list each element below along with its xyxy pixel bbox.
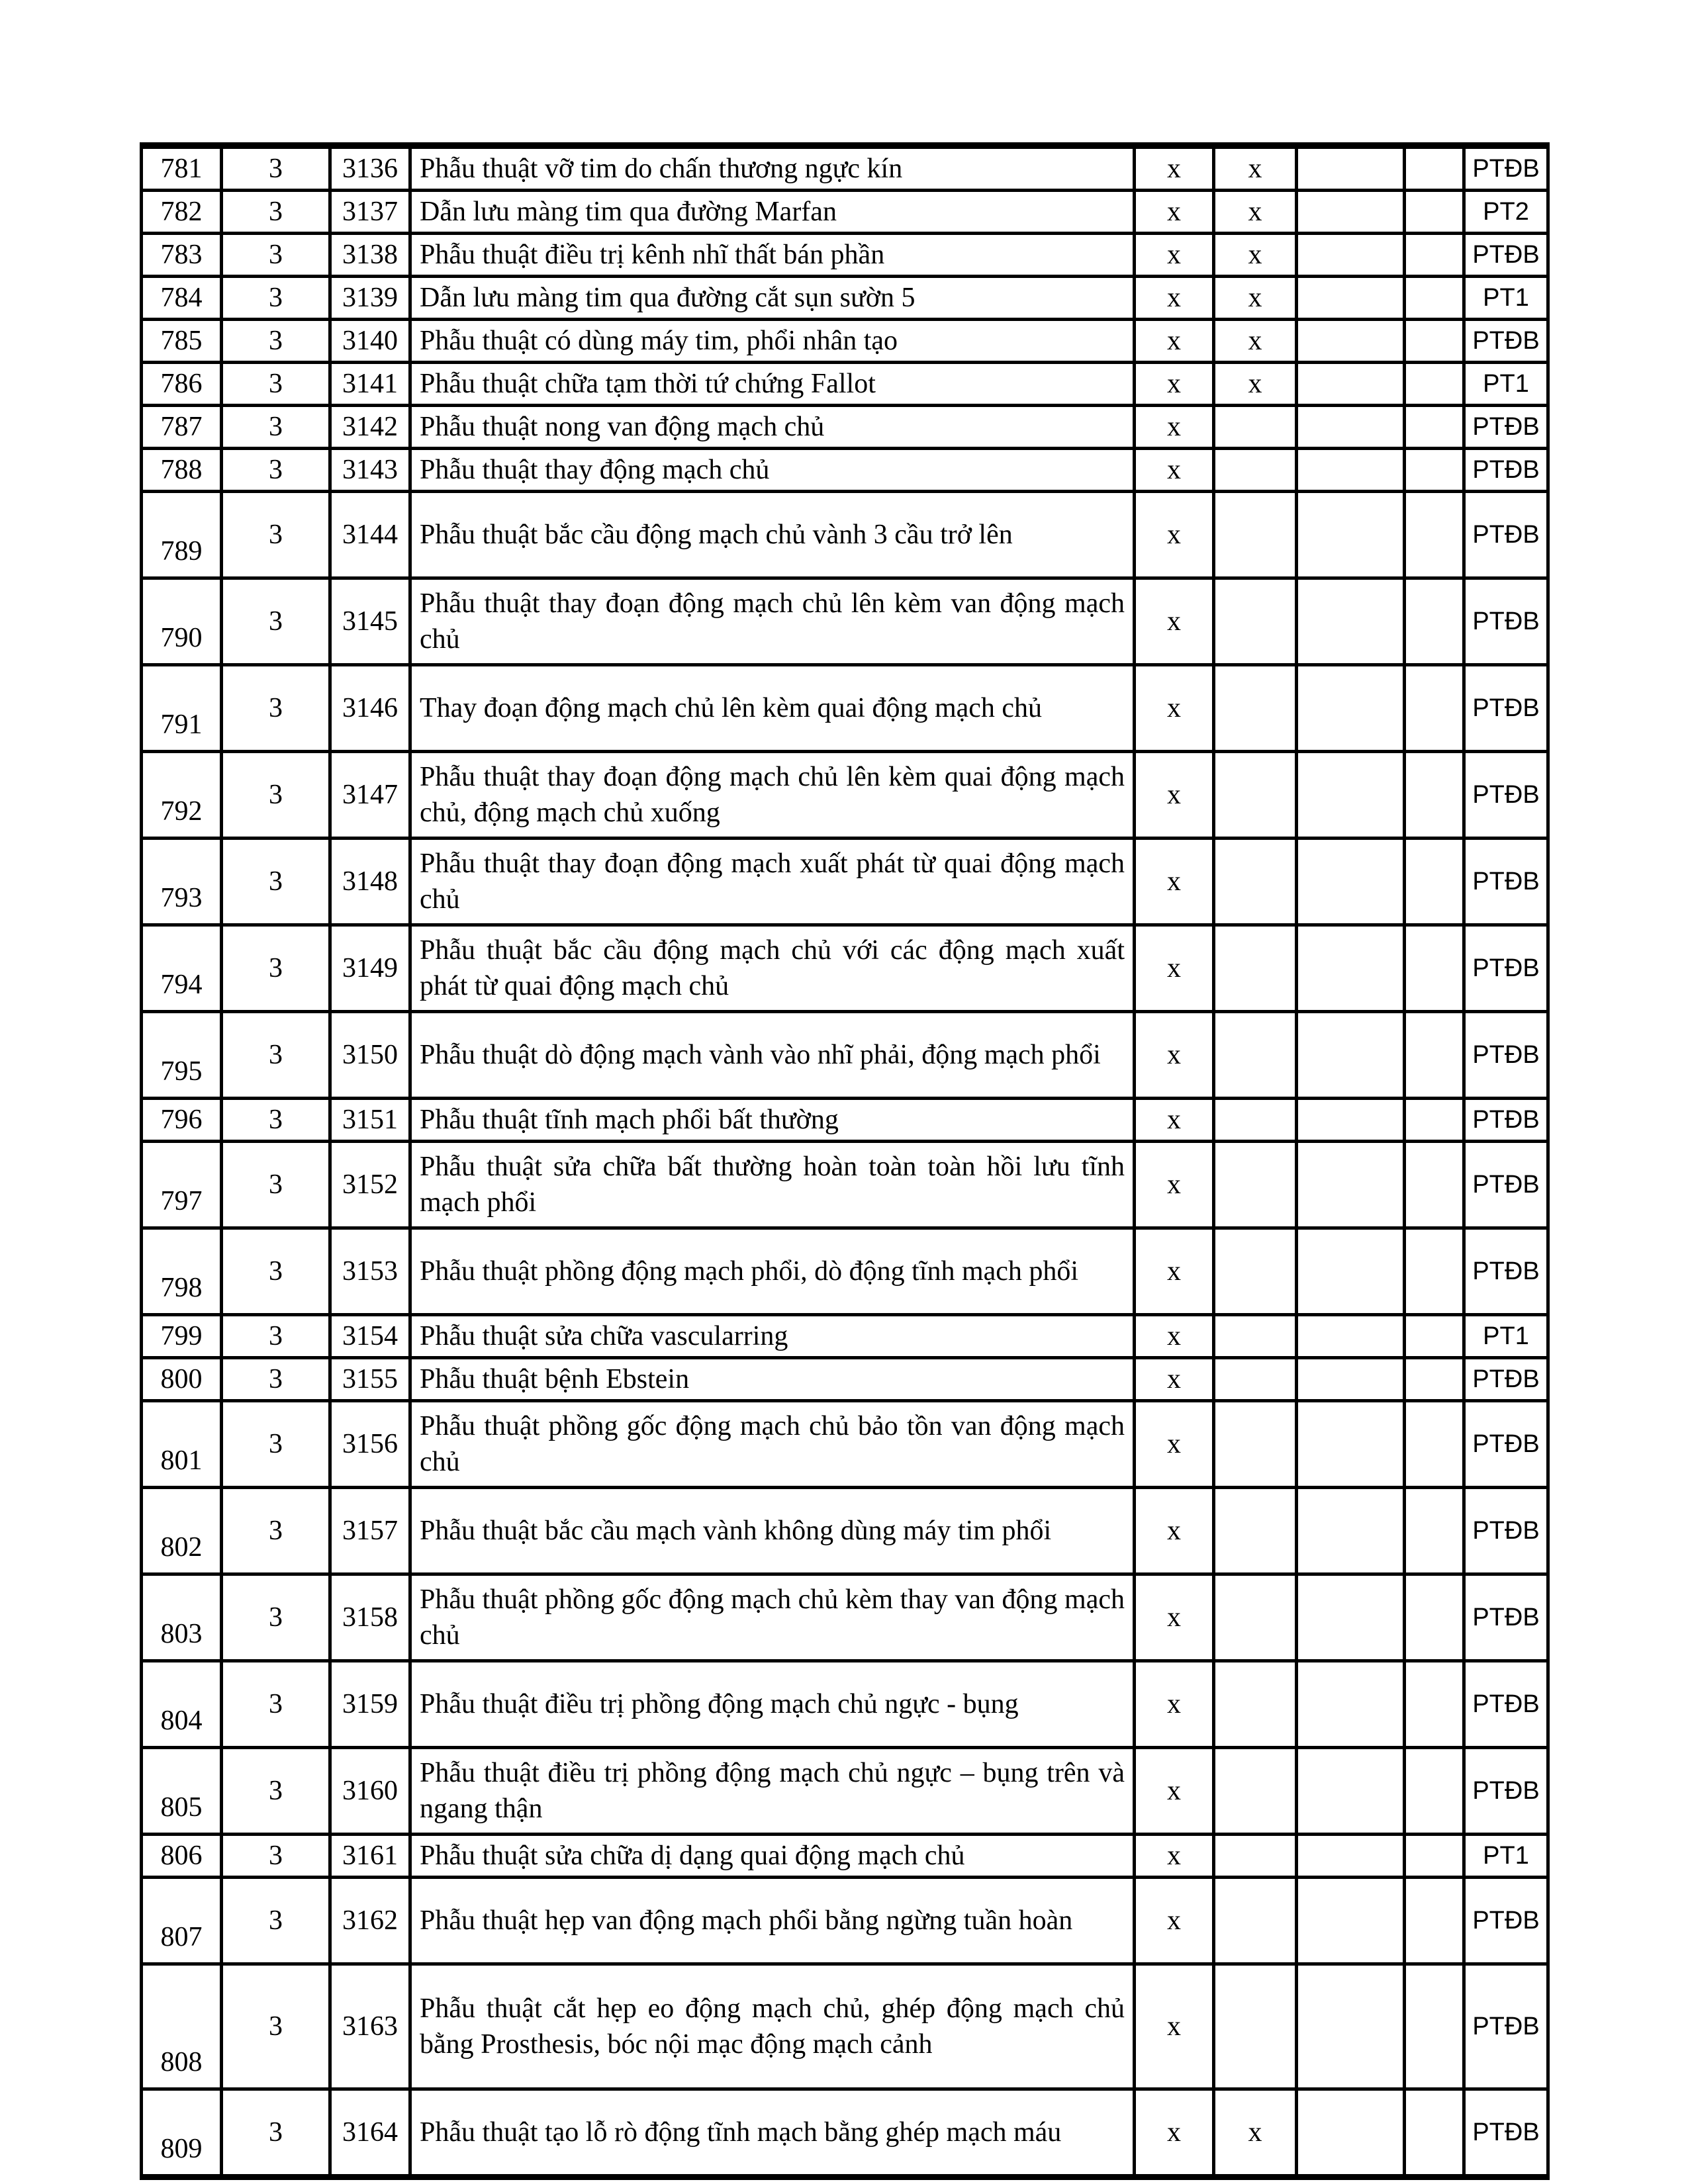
mark-col-b-cell xyxy=(1214,1574,1297,1661)
mark-col-a-cell: x xyxy=(1135,406,1214,449)
mark-col-a-cell: x xyxy=(1135,1488,1214,1574)
grade-cell: 3 xyxy=(222,1401,330,1488)
row-number-cell: 799 xyxy=(142,1315,222,1358)
procedure-name-cell: Phẫu thuật thay đoạn động mạch chủ lên kèm quai động mạch chủ, động mạch chủ xuống xyxy=(410,752,1135,839)
mark-col-a-cell: x xyxy=(1135,191,1214,234)
procedure-code-cell: 3145 xyxy=(330,578,410,665)
classification-cell: PTĐB xyxy=(1464,492,1548,578)
procedure-name-cell: Phẫu thuật bắc cầu động mạch chủ với các động mạch xuất phát từ quai động mạch chủ xyxy=(410,925,1135,1012)
procedure-classification-table xyxy=(140,142,1550,2180)
procedure-code-cell: 3156 xyxy=(330,1401,410,1488)
row-number-cell: 795 xyxy=(142,1012,222,1099)
mark-col-b-cell xyxy=(1214,449,1297,492)
table-row xyxy=(142,1228,1548,1315)
procedure-code-cell: 3150 xyxy=(330,1012,410,1099)
empty-col-a-cell xyxy=(1297,406,1405,449)
empty-col-a-cell xyxy=(1297,752,1405,839)
empty-col-b-cell xyxy=(1405,1661,1464,1748)
procedure-name-cell: Phẫu thuật thay đoạn động mạch chủ lên kèm van động mạch chủ xyxy=(410,578,1135,665)
empty-col-a-cell xyxy=(1297,1099,1405,1142)
classification-cell: PTĐB xyxy=(1464,1964,1548,2089)
procedure-name-cell: Phẫu thuật điều trị kênh nhĩ thất bán phần xyxy=(410,234,1135,277)
mark-col-a-cell: x xyxy=(1135,277,1214,320)
classification-cell: PTĐB xyxy=(1464,1228,1548,1315)
procedure-name-cell: Phẫu thuật sửa chữa vascularring xyxy=(410,1315,1135,1358)
table-row xyxy=(142,1012,1548,1099)
mark-col-b-cell xyxy=(1214,1488,1297,1574)
mark-col-b-cell: x xyxy=(1214,234,1297,277)
empty-col-a-cell xyxy=(1297,492,1405,578)
procedure-name-cell: Phẫu thuật nong van động mạch chủ xyxy=(410,406,1135,449)
classification-cell: PTĐB xyxy=(1464,752,1548,839)
table-row xyxy=(142,320,1548,363)
procedure-code-cell: 3143 xyxy=(330,449,410,492)
empty-col-b-cell xyxy=(1405,406,1464,449)
table-row xyxy=(142,449,1548,492)
procedure-name-cell: Phẫu thuật tạo lỗ rò động tĩnh mạch bằng ghép mạch máu xyxy=(410,2089,1135,2177)
empty-col-a-cell xyxy=(1297,1748,1405,1835)
mark-col-a-cell: x xyxy=(1135,2089,1214,2177)
mark-col-a-cell: x xyxy=(1135,1228,1214,1315)
classification-cell: PTĐB xyxy=(1464,449,1548,492)
empty-col-b-cell xyxy=(1405,363,1464,406)
empty-col-b-cell xyxy=(1405,1315,1464,1358)
procedure-name-cell: Phẫu thuật dò động mạch vành vào nhĩ phải, động mạch phổi xyxy=(410,1012,1135,1099)
procedure-name-cell: Dẫn lưu màng tim qua đường cắt sụn sườn 5 xyxy=(410,277,1135,320)
procedure-code-cell: 3141 xyxy=(330,363,410,406)
grade-cell: 3 xyxy=(222,320,330,363)
row-number-cell: 781 xyxy=(142,146,222,191)
table-row xyxy=(142,752,1548,839)
mark-col-b-cell xyxy=(1214,1964,1297,2089)
mark-col-b-cell xyxy=(1214,665,1297,752)
procedure-code-cell: 3138 xyxy=(330,234,410,277)
procedure-name-cell: Phẫu thuật phồng gốc động mạch chủ kèm thay van động mạch chủ xyxy=(410,1574,1135,1661)
empty-col-b-cell xyxy=(1405,1099,1464,1142)
classification-cell: PTĐB xyxy=(1464,839,1548,925)
empty-col-b-cell xyxy=(1405,146,1464,191)
table-row xyxy=(142,234,1548,277)
classification-cell: PTĐB xyxy=(1464,320,1548,363)
classification-cell: PTĐB xyxy=(1464,925,1548,1012)
procedure-name-cell: Phẫu thuật bệnh Ebstein xyxy=(410,1358,1135,1401)
mark-col-b-cell xyxy=(1214,1835,1297,1878)
row-number-cell: 797 xyxy=(142,1142,222,1228)
empty-col-a-cell xyxy=(1297,1661,1405,1748)
mark-col-a-cell: x xyxy=(1135,665,1214,752)
mark-col-b-cell: x xyxy=(1214,191,1297,234)
row-number-cell: 807 xyxy=(142,1878,222,1964)
empty-col-a-cell xyxy=(1297,665,1405,752)
empty-col-b-cell xyxy=(1405,2089,1464,2177)
table-row xyxy=(142,1099,1548,1142)
empty-col-a-cell xyxy=(1297,320,1405,363)
row-number-cell: 783 xyxy=(142,234,222,277)
procedure-code-cell: 3148 xyxy=(330,839,410,925)
mark-col-a-cell: x xyxy=(1135,146,1214,191)
grade-cell: 3 xyxy=(222,234,330,277)
empty-col-a-cell xyxy=(1297,449,1405,492)
mark-col-b-cell xyxy=(1214,1228,1297,1315)
mark-col-a-cell: x xyxy=(1135,492,1214,578)
mark-col-b-cell xyxy=(1214,1358,1297,1401)
mark-col-b-cell xyxy=(1214,839,1297,925)
empty-col-a-cell xyxy=(1297,1228,1405,1315)
table-row xyxy=(142,925,1548,1012)
procedure-code-cell: 3164 xyxy=(330,2089,410,2177)
mark-col-a-cell: x xyxy=(1135,1574,1214,1661)
classification-cell: PT2 xyxy=(1464,191,1548,234)
row-number-cell: 784 xyxy=(142,277,222,320)
mark-col-a-cell: x xyxy=(1135,1012,1214,1099)
empty-col-b-cell xyxy=(1405,191,1464,234)
mark-col-b-cell xyxy=(1214,406,1297,449)
row-number-cell: 789 xyxy=(142,492,222,578)
grade-cell: 3 xyxy=(222,839,330,925)
grade-cell: 3 xyxy=(222,449,330,492)
mark-col-a-cell: x xyxy=(1135,320,1214,363)
empty-col-b-cell xyxy=(1405,1748,1464,1835)
grade-cell: 3 xyxy=(222,1748,330,1835)
classification-cell: PT1 xyxy=(1464,1835,1548,1878)
mark-col-a-cell: x xyxy=(1135,1835,1214,1878)
empty-col-a-cell xyxy=(1297,1835,1405,1878)
row-number-cell: 802 xyxy=(142,1488,222,1574)
procedure-code-cell: 3146 xyxy=(330,665,410,752)
procedure-code-cell: 3157 xyxy=(330,1488,410,1574)
procedure-name-cell: Phẫu thuật vỡ tim do chấn thương ngực kín xyxy=(410,146,1135,191)
procedure-code-cell: 3153 xyxy=(330,1228,410,1315)
grade-cell: 3 xyxy=(222,752,330,839)
mark-col-a-cell: x xyxy=(1135,1401,1214,1488)
procedure-name-cell: Phẫu thuật phồng gốc động mạch chủ bảo tồn van động mạch chủ xyxy=(410,1401,1135,1488)
grade-cell: 3 xyxy=(222,1878,330,1964)
empty-col-b-cell xyxy=(1405,1835,1464,1878)
grade-cell: 3 xyxy=(222,1142,330,1228)
grade-cell: 3 xyxy=(222,1099,330,1142)
classification-cell: PTĐB xyxy=(1464,2089,1548,2177)
procedure-name-cell: Phẫu thuật chữa tạm thời tứ chứng Fallot xyxy=(410,363,1135,406)
row-number-cell: 803 xyxy=(142,1574,222,1661)
row-number-cell: 796 xyxy=(142,1099,222,1142)
procedure-code-cell: 3140 xyxy=(330,320,410,363)
procedure-name-cell: Phẫu thuật thay đoạn động mạch xuất phát từ quai động mạch chủ xyxy=(410,839,1135,925)
classification-cell: PT1 xyxy=(1464,277,1548,320)
procedure-name-cell: Phẫu thuật thay động mạch chủ xyxy=(410,449,1135,492)
mark-col-a-cell: x xyxy=(1135,449,1214,492)
procedure-code-cell: 3152 xyxy=(330,1142,410,1228)
mark-col-b-cell xyxy=(1214,1401,1297,1488)
mark-col-a-cell: x xyxy=(1135,925,1214,1012)
table-row xyxy=(142,1878,1548,1964)
mark-col-a-cell: x xyxy=(1135,578,1214,665)
classification-cell: PTĐB xyxy=(1464,1401,1548,1488)
table-row xyxy=(142,1401,1548,1488)
empty-col-a-cell xyxy=(1297,146,1405,191)
classification-cell: PTĐB xyxy=(1464,1142,1548,1228)
row-number-cell: 790 xyxy=(142,578,222,665)
row-number-cell: 794 xyxy=(142,925,222,1012)
grade-cell: 3 xyxy=(222,2089,330,2177)
procedure-code-cell: 3154 xyxy=(330,1315,410,1358)
procedure-name-cell: Phẫu thuật bắc cầu động mạch chủ vành 3 cầu trở lên xyxy=(410,492,1135,578)
mark-col-b-cell xyxy=(1214,1661,1297,1748)
empty-col-b-cell xyxy=(1405,320,1464,363)
procedure-code-cell: 3144 xyxy=(330,492,410,578)
empty-col-b-cell xyxy=(1405,1878,1464,1964)
procedure-code-cell: 3161 xyxy=(330,1835,410,1878)
empty-col-b-cell xyxy=(1405,1401,1464,1488)
grade-cell: 3 xyxy=(222,665,330,752)
empty-col-a-cell xyxy=(1297,1878,1405,1964)
empty-col-b-cell xyxy=(1405,277,1464,320)
empty-col-a-cell xyxy=(1297,1315,1405,1358)
row-number-cell: 805 xyxy=(142,1748,222,1835)
empty-col-b-cell xyxy=(1405,1012,1464,1099)
procedure-code-cell: 3155 xyxy=(330,1358,410,1401)
empty-col-a-cell xyxy=(1297,363,1405,406)
row-number-cell: 785 xyxy=(142,320,222,363)
mark-col-a-cell: x xyxy=(1135,839,1214,925)
row-number-cell: 787 xyxy=(142,406,222,449)
mark-col-a-cell: x xyxy=(1135,752,1214,839)
mark-col-b-cell: x xyxy=(1214,146,1297,191)
classification-cell: PTĐB xyxy=(1464,146,1548,191)
procedure-name-cell: Dẫn lưu màng tim qua đường Marfan xyxy=(410,191,1135,234)
grade-cell: 3 xyxy=(222,578,330,665)
procedure-name-cell: Phẫu thuật có dùng máy tim, phổi nhân tạo xyxy=(410,320,1135,363)
table-row xyxy=(142,363,1548,406)
procedure-code-cell: 3162 xyxy=(330,1878,410,1964)
table-row xyxy=(142,1964,1548,2089)
procedure-code-cell: 3142 xyxy=(330,406,410,449)
procedure-name-cell: Phẫu thuật tĩnh mạch phổi bất thường xyxy=(410,1099,1135,1142)
row-number-cell: 808 xyxy=(142,1964,222,2089)
procedure-code-cell: 3160 xyxy=(330,1748,410,1835)
grade-cell: 3 xyxy=(222,146,330,191)
empty-col-a-cell xyxy=(1297,839,1405,925)
procedure-code-cell: 3136 xyxy=(330,146,410,191)
empty-col-a-cell xyxy=(1297,1401,1405,1488)
empty-col-a-cell xyxy=(1297,1574,1405,1661)
classification-cell: PTĐB xyxy=(1464,406,1548,449)
grade-cell: 3 xyxy=(222,1964,330,2089)
table-body xyxy=(142,146,1548,2177)
procedure-code-cell: 3147 xyxy=(330,752,410,839)
table-row xyxy=(142,406,1548,449)
mark-col-a-cell: x xyxy=(1135,1315,1214,1358)
grade-cell: 3 xyxy=(222,1315,330,1358)
grade-cell: 3 xyxy=(222,1228,330,1315)
row-number-cell: 791 xyxy=(142,665,222,752)
procedure-code-cell: 3163 xyxy=(330,1964,410,2089)
empty-col-b-cell xyxy=(1405,492,1464,578)
mark-col-b-cell xyxy=(1214,1099,1297,1142)
procedure-name-cell: Phẫu thuật cắt hẹp eo động mạch chủ, ghép động mạch chủ bằng Prosthesis, bóc nội mạc động mạch cảnh xyxy=(410,1964,1135,2089)
empty-col-a-cell xyxy=(1297,1964,1405,2089)
mark-col-a-cell: x xyxy=(1135,1878,1214,1964)
grade-cell: 3 xyxy=(222,1661,330,1748)
empty-col-b-cell xyxy=(1405,578,1464,665)
table-row xyxy=(142,1315,1548,1358)
procedure-name-cell: Thay đoạn động mạch chủ lên kèm quai động mạch chủ xyxy=(410,665,1135,752)
grade-cell: 3 xyxy=(222,1488,330,1574)
classification-cell: PTĐB xyxy=(1464,1748,1548,1835)
empty-col-a-cell xyxy=(1297,1358,1405,1401)
grade-cell: 3 xyxy=(222,363,330,406)
row-number-cell: 798 xyxy=(142,1228,222,1315)
empty-col-b-cell xyxy=(1405,839,1464,925)
mark-col-b-cell xyxy=(1214,925,1297,1012)
table-row xyxy=(142,1661,1548,1748)
empty-col-a-cell xyxy=(1297,1012,1405,1099)
row-number-cell: 788 xyxy=(142,449,222,492)
empty-col-b-cell xyxy=(1405,1964,1464,2089)
mark-col-a-cell: x xyxy=(1135,234,1214,277)
mark-col-b-cell xyxy=(1214,1012,1297,1099)
grade-cell: 3 xyxy=(222,277,330,320)
procedure-name-cell: Phẫu thuật phồng động mạch phổi, dò động tĩnh mạch phổi xyxy=(410,1228,1135,1315)
procedure-code-cell: 3139 xyxy=(330,277,410,320)
empty-col-a-cell xyxy=(1297,1488,1405,1574)
mark-col-a-cell: x xyxy=(1135,1661,1214,1748)
row-number-cell: 804 xyxy=(142,1661,222,1748)
table-row xyxy=(142,2089,1548,2177)
table-row xyxy=(142,1835,1548,1878)
row-number-cell: 809 xyxy=(142,2089,222,2177)
empty-col-b-cell xyxy=(1405,1488,1464,1574)
procedure-name-cell: Phẫu thuật sửa chữa dị dạng quai động mạch chủ xyxy=(410,1835,1135,1878)
table-row xyxy=(142,191,1548,234)
procedure-name-cell: Phẫu thuật điều trị phồng động mạch chủ ngực - bụng xyxy=(410,1661,1135,1748)
mark-col-a-cell: x xyxy=(1135,363,1214,406)
classification-cell: PTĐB xyxy=(1464,1358,1548,1401)
mark-col-a-cell: x xyxy=(1135,1358,1214,1401)
row-number-cell: 801 xyxy=(142,1401,222,1488)
grade-cell: 3 xyxy=(222,1358,330,1401)
procedure-name-cell: Phẫu thuật sửa chữa bất thường hoàn toàn toàn hồi lưu tĩnh mạch phổi xyxy=(410,1142,1135,1228)
row-number-cell: 793 xyxy=(142,839,222,925)
procedure-code-cell: 3137 xyxy=(330,191,410,234)
table-row xyxy=(142,1748,1548,1835)
procedure-name-cell: Phẫu thuật hẹp van động mạch phổi bằng ngừng tuần hoàn xyxy=(410,1878,1135,1964)
empty-col-a-cell xyxy=(1297,2089,1405,2177)
empty-col-b-cell xyxy=(1405,665,1464,752)
procedure-name-cell: Phẫu thuật bắc cầu mạch vành không dùng máy tim phổi xyxy=(410,1488,1135,1574)
empty-col-b-cell xyxy=(1405,1228,1464,1315)
mark-col-b-cell xyxy=(1214,1315,1297,1358)
table-row xyxy=(142,1488,1548,1574)
empty-col-b-cell xyxy=(1405,752,1464,839)
row-number-cell: 800 xyxy=(142,1358,222,1401)
empty-col-a-cell xyxy=(1297,578,1405,665)
procedure-code-cell: 3159 xyxy=(330,1661,410,1748)
empty-col-a-cell xyxy=(1297,277,1405,320)
grade-cell: 3 xyxy=(222,492,330,578)
classification-cell: PTĐB xyxy=(1464,578,1548,665)
procedure-code-cell: 3151 xyxy=(330,1099,410,1142)
grade-cell: 3 xyxy=(222,191,330,234)
grade-cell: 3 xyxy=(222,925,330,1012)
classification-cell: PTĐB xyxy=(1464,665,1548,752)
grade-cell: 3 xyxy=(222,406,330,449)
classification-cell: PTĐB xyxy=(1464,234,1548,277)
mark-col-a-cell: x xyxy=(1135,1142,1214,1228)
row-number-cell: 792 xyxy=(142,752,222,839)
empty-col-a-cell xyxy=(1297,234,1405,277)
table-row xyxy=(142,665,1548,752)
table-row xyxy=(142,146,1548,191)
procedure-name-cell: Phẫu thuật điều trị phồng động mạch chủ ngực – bụng trên và ngang thận xyxy=(410,1748,1135,1835)
empty-col-b-cell xyxy=(1405,1358,1464,1401)
classification-cell: PTĐB xyxy=(1464,1661,1548,1748)
empty-col-b-cell xyxy=(1405,449,1464,492)
grade-cell: 3 xyxy=(222,1574,330,1661)
table-row xyxy=(142,839,1548,925)
classification-cell: PTĐB xyxy=(1464,1488,1548,1574)
mark-col-a-cell: x xyxy=(1135,1099,1214,1142)
classification-cell: PTĐB xyxy=(1464,1099,1548,1142)
row-number-cell: 806 xyxy=(142,1835,222,1878)
mark-col-b-cell xyxy=(1214,1878,1297,1964)
table-row xyxy=(142,578,1548,665)
procedure-code-cell: 3149 xyxy=(330,925,410,1012)
table-row xyxy=(142,1358,1548,1401)
mark-col-b-cell xyxy=(1214,752,1297,839)
row-number-cell: 786 xyxy=(142,363,222,406)
empty-col-a-cell xyxy=(1297,925,1405,1012)
empty-col-b-cell xyxy=(1405,1574,1464,1661)
row-number-cell: 782 xyxy=(142,191,222,234)
grade-cell: 3 xyxy=(222,1835,330,1878)
classification-cell: PTĐB xyxy=(1464,1574,1548,1661)
empty-col-b-cell xyxy=(1405,234,1464,277)
procedure-code-cell: 3158 xyxy=(330,1574,410,1661)
table-row xyxy=(142,492,1548,578)
mark-col-a-cell: x xyxy=(1135,1748,1214,1835)
grade-cell: 3 xyxy=(222,1012,330,1099)
classification-cell: PT1 xyxy=(1464,363,1548,406)
mark-col-b-cell xyxy=(1214,1142,1297,1228)
mark-col-b-cell xyxy=(1214,1748,1297,1835)
mark-col-a-cell: x xyxy=(1135,1964,1214,2089)
table-row xyxy=(142,277,1548,320)
empty-col-b-cell xyxy=(1405,925,1464,1012)
classification-cell: PT1 xyxy=(1464,1315,1548,1358)
classification-cell: PTĐB xyxy=(1464,1878,1548,1964)
mark-col-b-cell: x xyxy=(1214,2089,1297,2177)
mark-col-b-cell xyxy=(1214,492,1297,578)
table-row xyxy=(142,1142,1548,1228)
mark-col-b-cell xyxy=(1214,578,1297,665)
mark-col-b-cell: x xyxy=(1214,363,1297,406)
empty-col-b-cell xyxy=(1405,1142,1464,1228)
empty-col-a-cell xyxy=(1297,191,1405,234)
mark-col-b-cell: x xyxy=(1214,277,1297,320)
empty-col-a-cell xyxy=(1297,1142,1405,1228)
table-row xyxy=(142,1574,1548,1661)
mark-col-b-cell: x xyxy=(1214,320,1297,363)
classification-cell: PTĐB xyxy=(1464,1012,1548,1099)
